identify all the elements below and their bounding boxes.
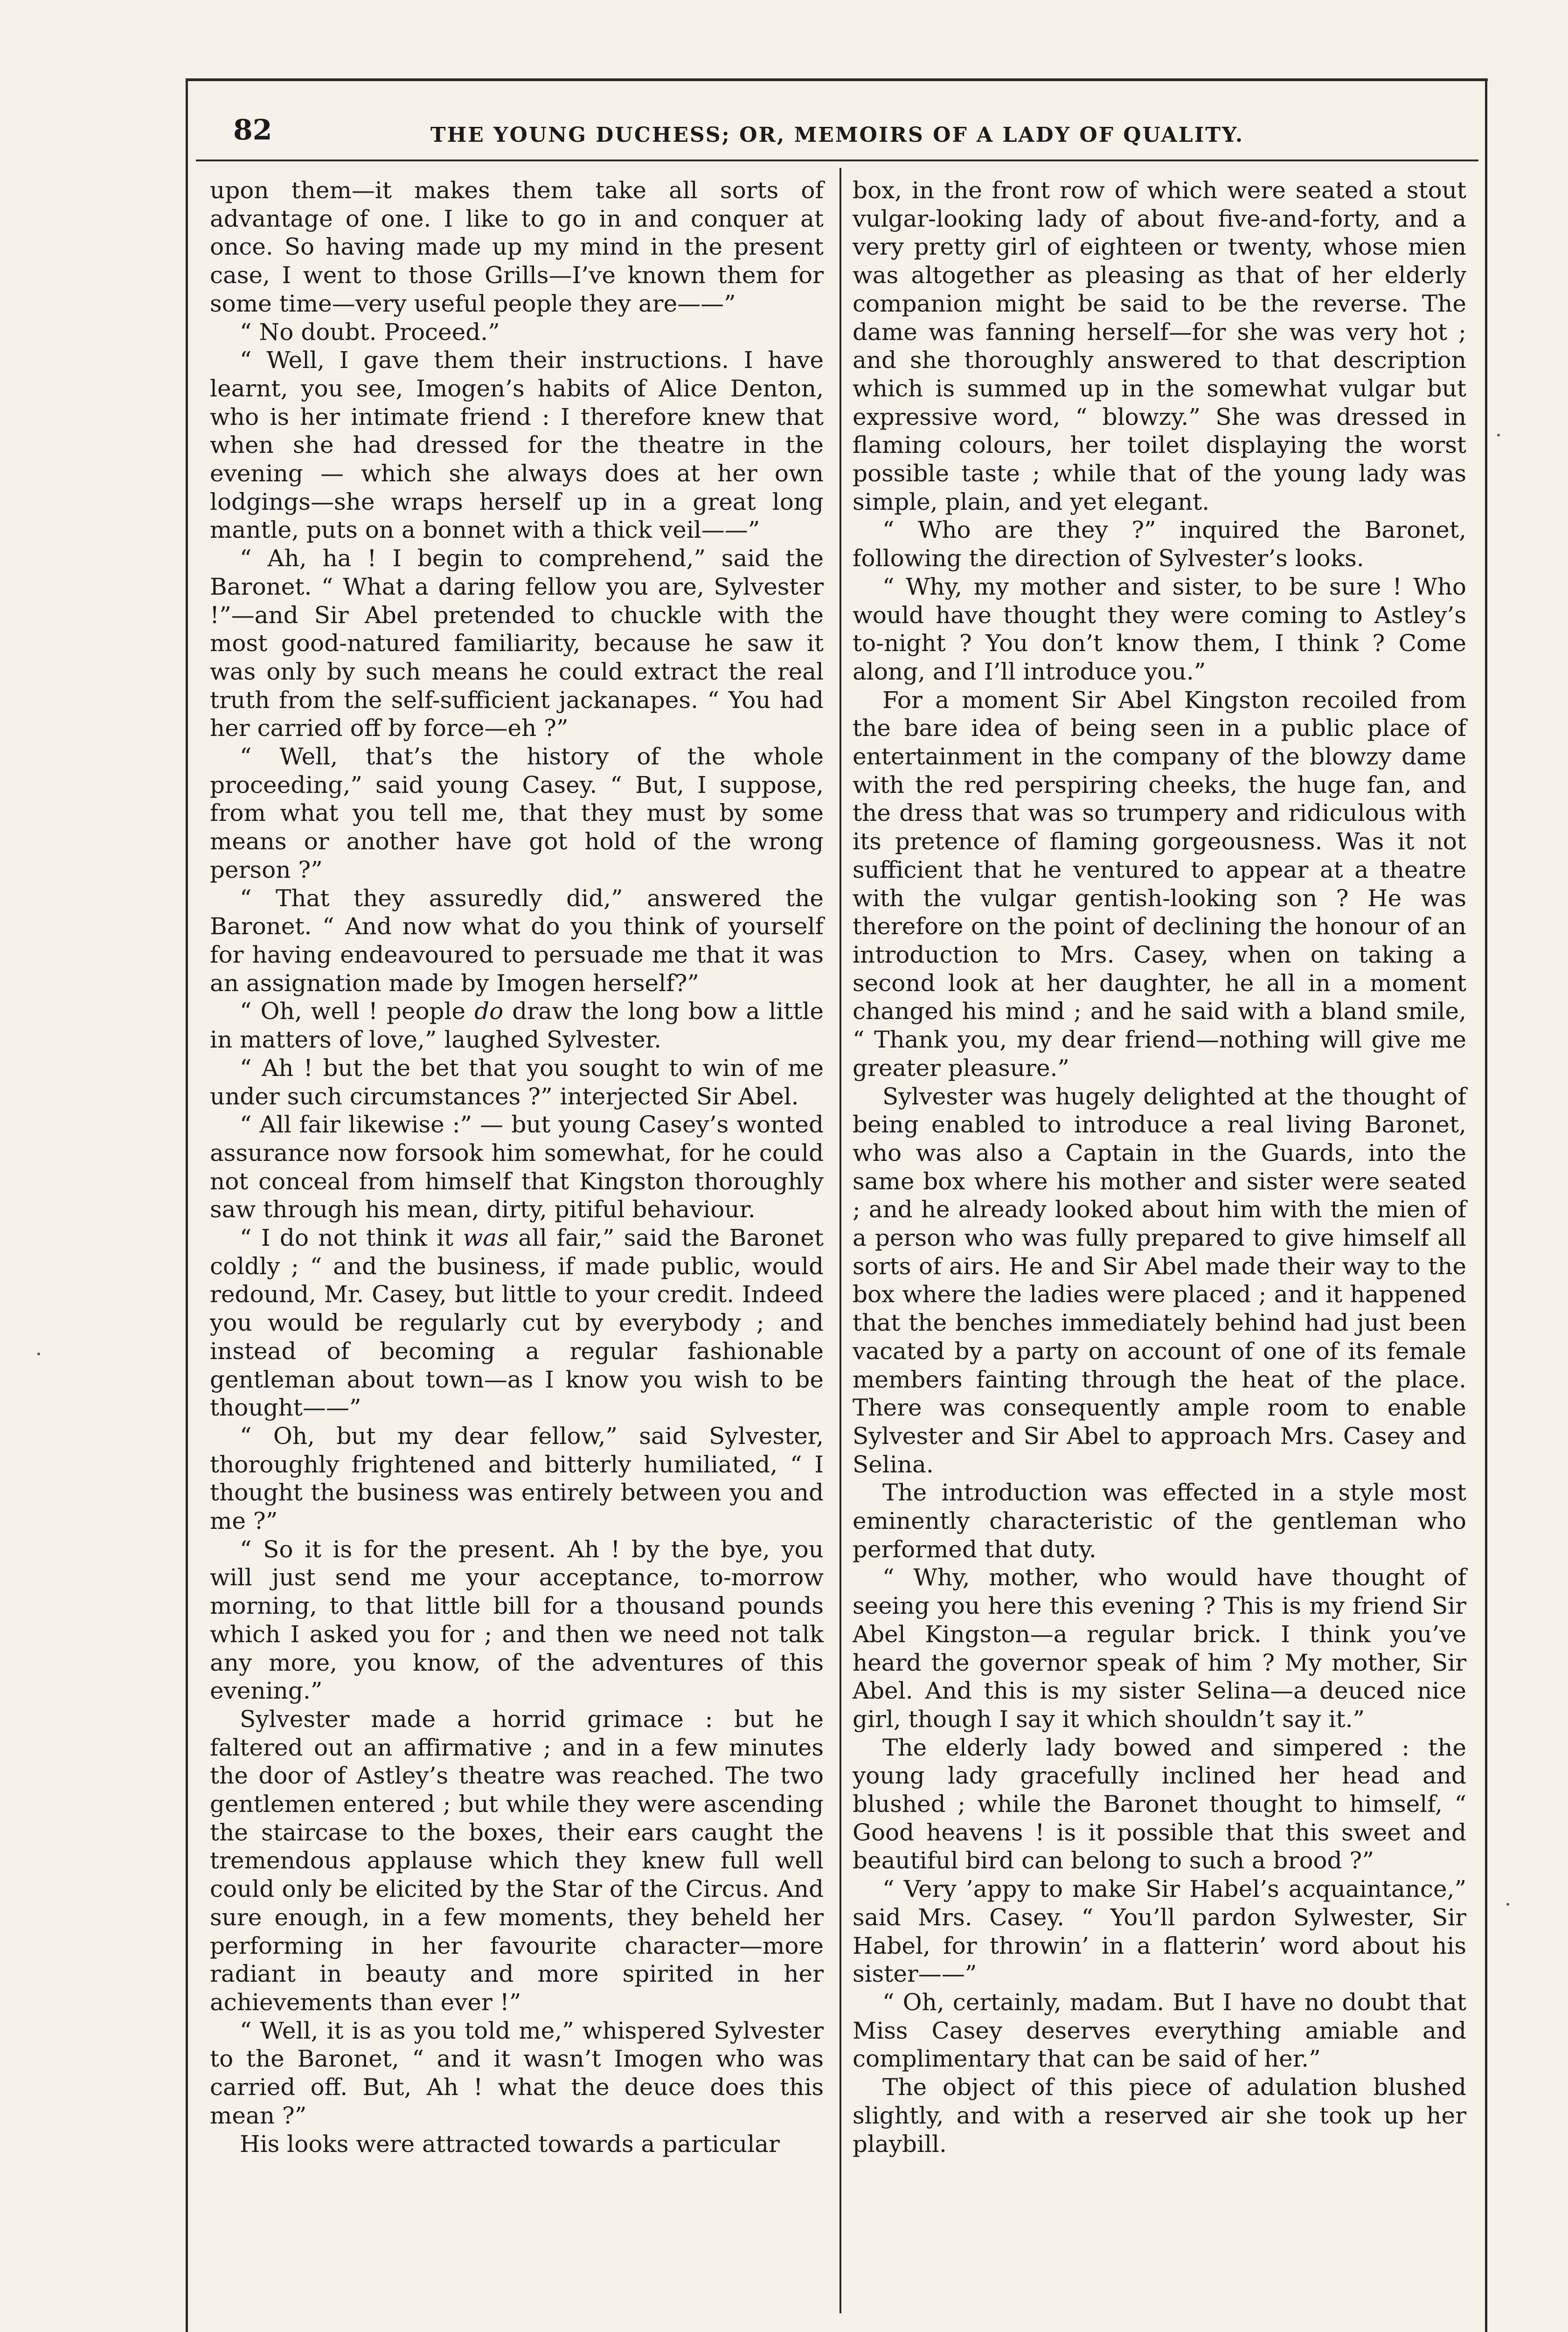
paragraph: For a moment Sir Abel Kingston recoiled from the bare idea of being seen in a public place of entertainment in the company of the blowzy dame with the red perspiring cheeks, the huge fan, and the dress that was so trumpery and ridiculous with its pretence of flaming gorgeousness. Was it not sufficient that he ventured to appear at a theatre with the vulgar gentish-looking son ? He was therefore on the point of declining the honour of an introduction to Mrs. Casey, when on taking a second look at her daughter, he all in a moment changed his mind ; and he said with a bland smile, “ Thank you, my dear friend—nothing will give me greater pleasure.” xyxy=(853,686,1466,1082)
paragraph-text: “ I do not think it xyxy=(240,1224,463,1252)
paragraph: “ Well, that’s the history of the whole proceeding,” said young Casey. “ But, I suppose, from what you tell me, that they must by some means or another have got hold of the wrong person ?” xyxy=(210,743,824,883)
paragraph: box, in the front row of which were seated a stout vulgar-looking lady of about five-and-forty, and a very pretty girl of eighteen or twenty, whose mien was altogether as pleasing as that of her elderly companion might be said to be the reverse. The dame was fanning herself—for she was very hot ; and she thoroughly answered to that description which is summed up in the somewhat vulgar but expressive word, “ blowzy.” She was dressed in flaming colours, her toilet displaying the worst possible taste ; while that of the young lady was simple, plain, and yet elegant. xyxy=(853,177,1466,515)
paragraph: “ Why, my mother and sister, to be sure ! Who would have thought they were coming to Astley’s to-night ? You don’t know them, I think ? Come along, and I’ll introduce you.” xyxy=(853,573,1466,685)
paragraph xyxy=(210,1224,824,1422)
left-column xyxy=(210,176,824,2158)
paragraph-text: all fair,” said the Baronet coldly ; “ and the business, if made public, would redound, Mr. Casey, but little to your credit. Indeed you would be regularly cut by everybody ; and instead of becoming a regular fashionable gentleman about town—as I know you wish to be thought——” xyxy=(210,1224,824,1422)
page-frame-right xyxy=(1485,78,1487,2332)
paragraph: “ All fair likewise :” — but young Casey’s wonted assurance now forsook him somewhat, for he could not conceal from himself that Kingston thoroughly saw through his mean, dirty, pitiful behaviour. xyxy=(210,1111,824,1223)
page-frame-top xyxy=(187,78,1488,81)
header-rule xyxy=(196,160,1478,161)
paragraph: upon them—it makes them take all sorts of advantage of one. I like to go in and conquer at once. So having made up my mind in the present case, I went to those Grills—I’ve known them for some time—very useful people they are——” xyxy=(210,177,824,317)
page-header xyxy=(196,107,1478,159)
paragraph: His looks were attracted towards a particular xyxy=(240,2130,780,2158)
paragraph xyxy=(210,997,824,1054)
emphasis: do xyxy=(474,998,504,1025)
margin-speck xyxy=(37,1353,40,1355)
margin-speck xyxy=(1497,434,1500,437)
paragraph: The elderly lady bowed and simpered : the young lady gracefully inclined her head and blushed ; while the Baronet thought to himself, “ Good heavens ! is it possible that this sweet and beautiful bird can belong to such a brood ?” xyxy=(853,1734,1466,1874)
paragraph: “ Well, I gave them their instructions. I have learnt, you see, Imogen’s habits of Alice Denton, who is her intimate friend : I therefore knew that when she had dressed for the theatre in the evening — which she always does at her own lodgings—she wraps herself up in a great long mantle, puts on a bonnet with a thick veil——” xyxy=(210,347,824,544)
paragraph: “ That they assuredly did,” answered the Baronet. “ And now what do you think of yourself for having endeavoured to persuade me that it was an assignation made by Imogen herself?” xyxy=(210,884,824,997)
paragraph-text: draw the long bow a little in matters of love,” laughed Sylvester. xyxy=(210,998,824,1054)
emphasis: was xyxy=(463,1224,509,1252)
paragraph: “ Well, it is as you told me,” whispered Sylvester to the Baronet, “ and it wasn’t Imogen who was carried off. But, Ah ! what the deuce does this mean ?” xyxy=(210,2017,824,2129)
paragraph: The object of this piece of adulation blushed slightly, and with a reserved air she took up her playbill. xyxy=(853,2074,1466,2158)
running-title: THE YOUNG DUCHESS; OR, MEMOIRS OF A LADY OF QUALITY. xyxy=(430,123,1244,147)
column-divider xyxy=(840,168,841,2313)
paragraph: “ Oh, certainly, madam. But I have no doubt that Miss Casey deserves everything amiable and complimentary that can be said of her.” xyxy=(853,1989,1466,2073)
page-frame-left xyxy=(186,78,188,2332)
paragraph: “ Who are they ?” inquired the Baronet, following the direction of Sylvester’s looks. xyxy=(853,516,1466,572)
right-column xyxy=(853,176,1466,2158)
margin-speck xyxy=(1506,1903,1509,1906)
paragraph: “ No doubt. Proceed.” xyxy=(240,318,500,346)
paragraph: “ Very ’appy to make Sir Habel’s acquaintance,” said Mrs. Casey. “ You’ll pardon Sylwester, Sir Habel, for throwin’ in a flatterin’ word about his sister——” xyxy=(853,1875,1466,1988)
paragraph: “ Ah ! but the bet that you sought to win of me under such circumstances ?” interjected Sir Abel. xyxy=(210,1054,824,1110)
paragraph: Sylvester made a horrid grimace : but he faltered out an affirmative ; and in a few minutes the door of Astley’s theatre was reached. The two gentlemen entered ; but while they were ascending the staircase to the boxes, their ears caught the tremendous applause which they knew full well could only be elicited by the Star of the Circus. And sure enough, in a few moments, they beheld her performing in her favourite character—more radiant in beauty and more spirited in her achievements than ever !” xyxy=(210,1705,824,2016)
paragraph: “ Why, mother, who would have thought of seeing you here this evening ? This is my friend Sir Abel Kingston—a regular brick. I think you’ve heard the governor speak of him ? My mother, Sir Abel. And this is my sister Selina—a deuced nice girl, though I say it which shouldn’t say it.” xyxy=(853,1564,1466,1733)
paragraph: “ Ah, ha ! I begin to comprehend,” said the Baronet. “ What a daring fellow you are, Sylvester !”—and Sir Abel pretended to chuckle with the most good-natured familiarity, because he saw it was only by such means he could extract the real truth from the self-sufficient jackanapes. “ You had her carried off by force—eh ?” xyxy=(210,545,824,742)
paragraph: Sylvester was hugely delighted at the thought of being enabled to introduce a real living Baronet, who was also a Captain in the Guards, into the same box where his mother and sister were seated ; and he already looked about him with the mien of a person who was fully prepared to give himself all sorts of airs. He and Sir Abel made their way to the box where the ladies were placed ; and it happened that the benches immediately behind had just been vacated by a party on account of one of its female members fainting through the heat of the place. There was consequently ample room to enable Sylvester and Sir Abel to approach Mrs. Casey and Selina. xyxy=(853,1083,1466,1478)
paragraph-text: “ Oh, well ! people xyxy=(240,998,475,1025)
paragraph: “ So it is for the present. Ah ! by the bye, you will just send me your acceptance, to-morrow morning, to that little bill for a thousand pounds which I asked you for ; and then we need not talk any more, you know, of the adventures of this evening.” xyxy=(210,1535,824,1705)
paragraph: The introduction was effected in a style most eminently characteristic of the gentleman who performed that duty. xyxy=(853,1479,1466,1563)
paragraph: “ Oh, but my dear fellow,” said Sylvester, thoroughly frightened and bitterly humiliated, “ I thought the business was entirely between you and me ?” xyxy=(210,1422,824,1535)
page-number: 82 xyxy=(233,114,272,146)
